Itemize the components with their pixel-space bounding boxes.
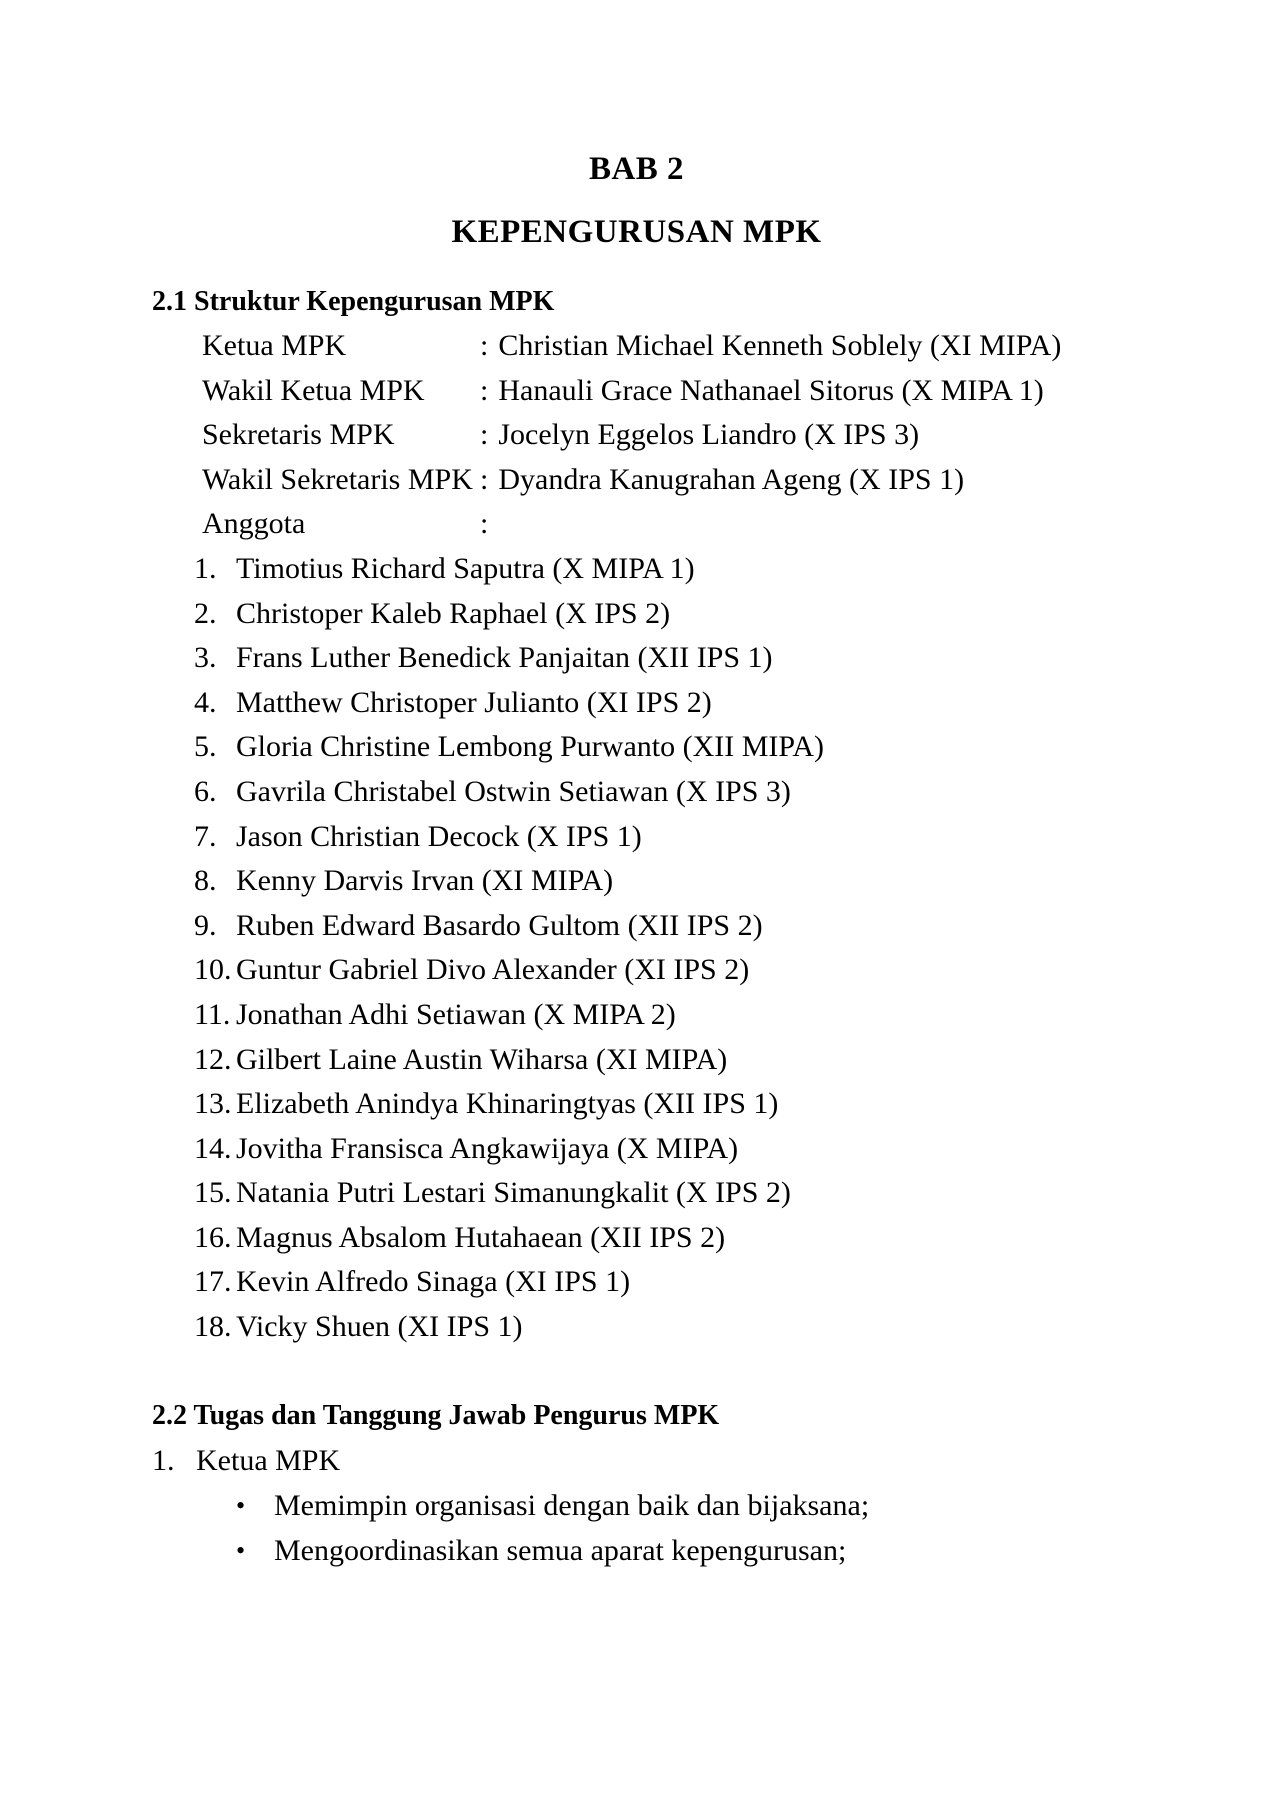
- structure-row: [152, 369, 1121, 414]
- member-row: [152, 636, 1121, 681]
- bullet-icon: •: [236, 1535, 246, 1565]
- member-row: [152, 592, 1121, 637]
- duty-text: Memimpin organisasi dengan baik dan bijaksana;: [274, 1488, 870, 1522]
- member-row: [152, 770, 1121, 815]
- structure-separator: :: [480, 462, 489, 496]
- member-name: Magnus Absalom Hutahaean (XII IPS 2): [236, 1220, 726, 1254]
- member-number: 8.: [194, 864, 217, 898]
- member-list: [152, 547, 1121, 1350]
- structure-separator: :: [480, 329, 489, 362]
- member-row: [152, 815, 1121, 860]
- member-name: Jonathan Adhi Setiawan (X MIPA 2): [236, 997, 676, 1031]
- member-number: 2.: [194, 596, 217, 630]
- member-row: [152, 681, 1121, 726]
- structure-row: [152, 324, 1121, 369]
- member-name: Timotius Richard Saputra (X MIPA 1): [236, 551, 695, 585]
- member-number: 9.: [194, 908, 217, 942]
- structure-separator: :: [480, 418, 489, 452]
- structure-label: Ketua MPK: [202, 329, 347, 362]
- member-name: Kevin Alfredo Sinaga (XI IPS 1): [236, 1265, 631, 1299]
- member-row: [152, 859, 1121, 904]
- member-name: Jovitha Fransisca Angkawijaya (X MIPA): [236, 1131, 739, 1165]
- member-row: [152, 1216, 1121, 1261]
- member-number: 11.: [194, 997, 231, 1031]
- chapter-subtitle: KEPENGURUSAN MPK: [451, 214, 822, 250]
- member-row: [152, 1305, 1121, 1350]
- structure-separator: :: [480, 507, 489, 541]
- duty-row: [152, 1483, 1121, 1528]
- structure-value: Christian Michael Kenneth Soblely (XI MIPA): [498, 329, 1062, 362]
- member-row: [152, 547, 1121, 592]
- member-row: [152, 1260, 1121, 1305]
- structure-row: [152, 413, 1121, 458]
- structure-label: Sekretaris MPK: [202, 418, 395, 452]
- structure-value: Jocelyn Eggelos Liandro (X IPS 3): [498, 418, 920, 452]
- member-number: 13.: [194, 1087, 232, 1121]
- bullet-icon: •: [236, 1490, 246, 1520]
- member-number: 15.: [194, 1176, 232, 1210]
- member-row: [152, 993, 1121, 1038]
- member-number: 3.: [194, 641, 217, 675]
- member-number: 18.: [194, 1310, 232, 1344]
- task-title: Ketua MPK: [196, 1443, 341, 1477]
- structure-row: [152, 458, 1121, 503]
- structure-label: Anggota: [202, 507, 306, 541]
- structure-value: Dyandra Kanugrahan Ageng (X IPS 1): [498, 462, 965, 496]
- member-number: 4.: [194, 685, 217, 719]
- chapter-title: BAB 2: [588, 151, 685, 187]
- member-number: 7.: [194, 819, 217, 853]
- member-number: 5.: [194, 730, 217, 764]
- member-name: Gloria Christine Lembong Purwanto (XII MIPA): [236, 730, 824, 764]
- member-name: Gilbert Laine Austin Wiharsa (XI MIPA): [236, 1042, 728, 1076]
- structure-value: Hanauli Grace Nathanael Sitorus (X MIPA 1): [498, 373, 1044, 407]
- section-2-2-heading: 2.2 Tugas dan Tanggung Jawab Pengurus MPK: [152, 1399, 720, 1431]
- structure-list: [152, 324, 1121, 547]
- member-name: Kenny Darvis Irvan (XI MIPA): [236, 864, 614, 898]
- member-name: Frans Luther Benedick Panjaitan (XII IPS 1): [236, 641, 773, 675]
- member-row: [152, 1171, 1121, 1216]
- member-name: Elizabeth Anindya Khinaringtyas (XII IPS 1): [236, 1087, 779, 1121]
- member-number: 17.: [194, 1265, 232, 1299]
- member-number: 12.: [194, 1042, 232, 1076]
- member-number: 16.: [194, 1220, 232, 1254]
- member-row: [152, 948, 1121, 993]
- member-row: [152, 725, 1121, 770]
- member-row: [152, 904, 1121, 949]
- member-name: Gavrila Christabel Ostwin Setiawan (X IPS 3): [236, 774, 791, 808]
- section-2-1-heading: 2.1 Struktur Kepengurusan MPK: [152, 286, 555, 317]
- member-name: Matthew Christoper Julianto (XI IPS 2): [236, 685, 712, 719]
- task-row: [152, 1438, 1121, 1483]
- structure-label: Wakil Ketua MPK: [202, 373, 425, 407]
- structure-separator: :: [480, 373, 489, 407]
- structure-row: [152, 502, 1121, 547]
- member-row: [152, 1082, 1121, 1127]
- duty-text: Mengoordinasikan semua aparat kepengurusan;: [274, 1533, 847, 1567]
- member-name: Guntur Gabriel Divo Alexander (XI IPS 2): [236, 953, 750, 987]
- member-number: 10.: [194, 953, 232, 987]
- member-number: 14.: [194, 1131, 232, 1165]
- duty-row: [152, 1528, 1121, 1573]
- member-name: Jason Christian Decock (X IPS 1): [236, 819, 642, 853]
- member-row: [152, 1038, 1121, 1083]
- member-number: 1.: [194, 551, 217, 585]
- member-row: [152, 1127, 1121, 1172]
- member-name: Ruben Edward Basardo Gultom (XII IPS 2): [236, 908, 763, 942]
- member-number: 6.: [194, 774, 217, 808]
- member-name: Vicky Shuen (XI IPS 1): [236, 1310, 523, 1344]
- member-name: Christoper Kaleb Raphael (X IPS 2): [236, 596, 671, 630]
- task-number: 1.: [152, 1443, 175, 1477]
- structure-label: Wakil Sekretaris MPK: [202, 462, 473, 496]
- member-name: Natania Putri Lestari Simanungkalit (X IPS 2): [236, 1176, 791, 1210]
